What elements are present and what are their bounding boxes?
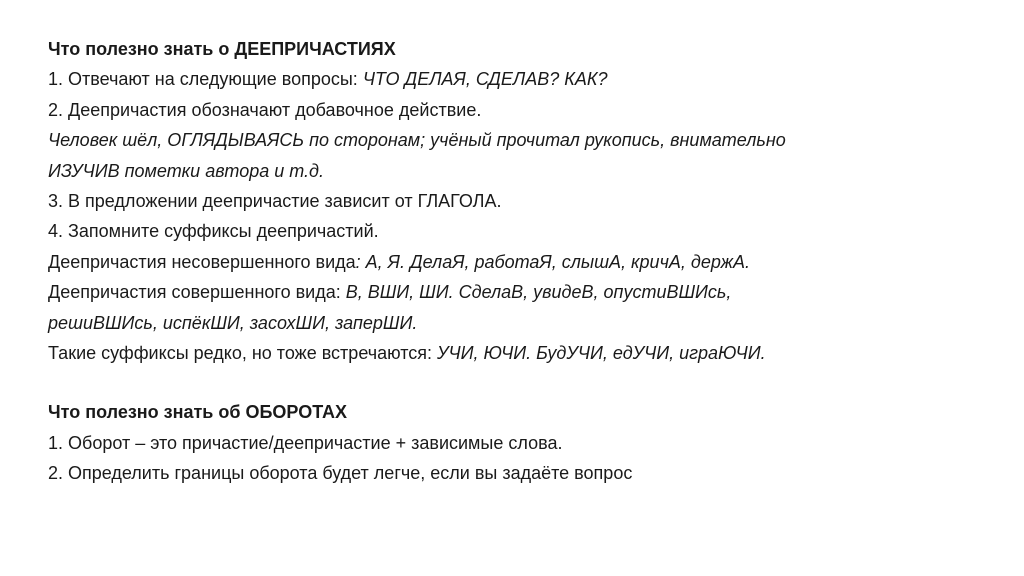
example-line-2: ИЗУЧИВ пометки автора и т.д.: [48, 160, 324, 181]
slide-content: [48, 34, 988, 488]
point-questions: [48, 64, 988, 94]
perfective-examples-2: решиВШИсь, испёкШИ, засохШИ, заперШИ.: [48, 312, 418, 333]
imperfective-examples: : А, Я. ДелаЯ, работаЯ, слышА, кричА, держА.: [355, 251, 751, 272]
rare-examples: УЧИ, ЮЧИ. БудУЧИ, едУЧИ, играЮЧИ.: [437, 342, 766, 363]
imperfective-suffixes: [48, 247, 988, 277]
perfective-label: Деепричастия совершенного вида:: [48, 282, 346, 303]
rare-label: Такие суффиксы редко, но тоже встречаются:: [48, 342, 438, 363]
example-line-1: Человек шёл, ОГЛЯДЫВАЯСЬ по сторонам; учёный прочитал рукопись, внимательно: [48, 130, 786, 151]
section-gap: [48, 368, 988, 397]
perfective-suffixes: [48, 277, 988, 307]
point-questions-italic: ЧТО ДЕЛАЯ, СДЕЛАВ? КАК?: [362, 69, 608, 90]
phrase-boundaries: 2. Определить границы оборота будет легче, если вы задаёте вопрос: [48, 463, 633, 484]
rare-suffixes: [48, 338, 988, 368]
section-heading-phrases: Что полезно знать об ОБОРОТАХ: [48, 402, 348, 423]
perfective-examples-1: В, ВШИ, ШИ. СделаВ, увидеВ, опустиВШИсь,: [345, 282, 732, 303]
point-questions-text: 1. Отвечают на следующие вопросы:: [48, 69, 363, 90]
point-suffixes: 4. Запомните суффиксы деепричастий.: [48, 221, 379, 242]
imperfective-label: Деепричастия несовершенного вида: [48, 251, 356, 272]
section-heading-participles: Что полезно знать о ДЕЕПРИЧАСТИЯХ: [48, 39, 396, 59]
point-additional-action: 2. Деепричастия обозначают добавочное действие.: [48, 99, 482, 120]
point-depends-on-verb: 3. В предложении деепричастие зависит от ГЛАГОЛА.: [48, 190, 502, 211]
phrase-definition: 1. Оборот – это причастие/деепричастие + зависимые слова.: [48, 432, 563, 453]
